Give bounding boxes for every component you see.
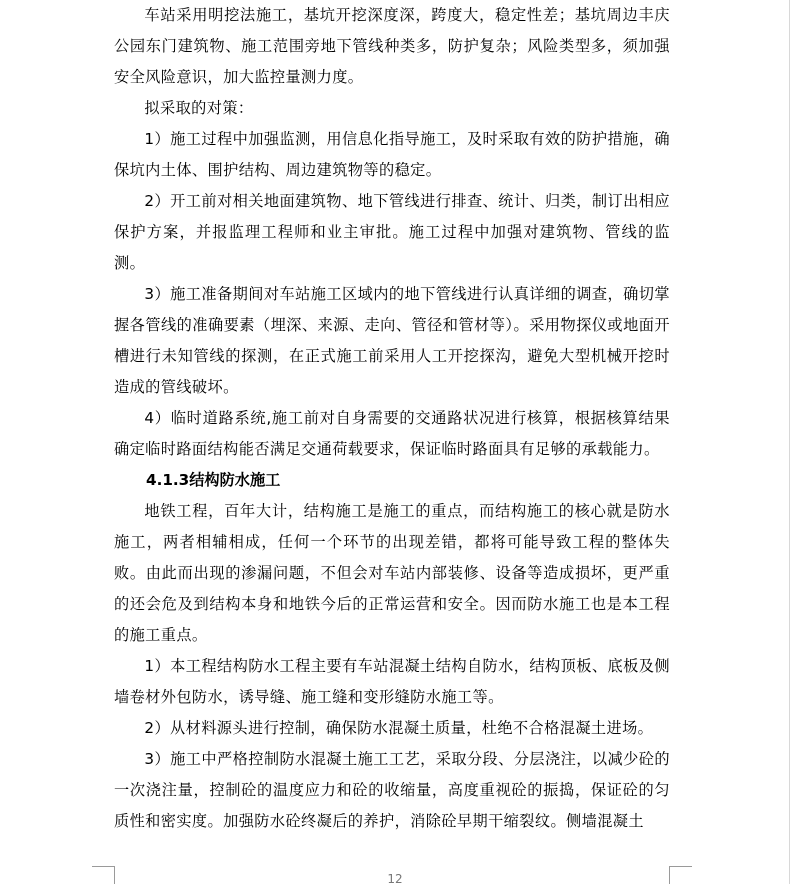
paragraph-countermeasure-4: 4）临时道路系统,施工前对自身需要的交通路状况进行核算，根据核算结果确定临时路面结构能否满足交通荷载要求，保证临时路面具有足够的承载能力。 — [114, 409, 670, 458]
crop-mark-right-horizontal — [670, 866, 692, 867]
paragraph-waterproof-3: 3）施工中严格控制防水混凝土施工工艺，采取分段、分层浇注，以减少砼的一次浇注量，控制砼的温度应力和砼的收缩量，高度重视砼的振捣，保证砼的匀质性和密实度。加强防水砼终凝后的养护，消除砼早期干缩裂纹。侧墙混凝土 — [114, 750, 670, 830]
paragraph-countermeasure-3: 3）施工准备期间对车站施工区域内的地下管线进行认真详细的调查，确切掌握各管线的准确要素（埋深、来源、走向、管径和管材等）。采用物探仪或地面开槽进行未知管线的探测，在正式施工前采用人工开挖探沟，避免大型机械开挖时造成的管线破坏。 — [114, 285, 670, 396]
paragraph-risk-description: 车站采用明挖法施工，基坑开挖深度深，跨度大，稳定性差；基坑周边丰庆公园东门建筑物、施工范围旁地下管线种类多，防护复杂；风险类型多，须加强安全风险意识，加大监控量测力度。 — [114, 6, 670, 86]
paragraph-waterproof-overview: 地铁工程，百年大计，结构施工是施工的重点，而结构施工的核心就是防水施工，两者相辅相成，任何一个环节的出现差错，都将可能导致工程的整体失败。由此而出现的渗漏问题，不但会对车站内部装修、设备等造成损坏，更严重的还会危及到结构本身和地铁今后的正常运营和安全。因而防水施工也是本工程的施工重点。 — [114, 502, 670, 644]
paragraph-countermeasure-1: 1）施工过程中加强监测，用信息化指导施工，及时采取有效的防护措施，确保坑内土体、围护结构、周边建筑物等的稳定。 — [114, 130, 670, 179]
crop-mark-left-horizontal — [92, 866, 114, 867]
paragraph-waterproof-1: 1）本工程结构防水工程主要有车站混凝土结构自防水，结构顶板、底板及侧墙卷材外包防水，诱导缝、施工缝和变形缝防水施工等。 — [114, 657, 670, 706]
paragraph-countermeasure-2: 2）开工前对相关地面建筑物、地下管线进行排查、统计、归类，制订出相应保护方案，并报监理工程师和业主审批。施工过程中加强对建筑物、管线的监测。 — [114, 192, 670, 272]
paragraph-countermeasures-intro: 拟采取的对策： — [144, 99, 254, 117]
page-content — [114, 0, 670, 837]
page-number: 12 — [387, 872, 403, 884]
paragraph-waterproof-2: 2）从材料源头进行控制，确保防水混凝土质量，杜绝不合格混凝土进场。 — [144, 719, 654, 737]
section-heading: 4.1.3结构防水施工 — [146, 471, 281, 489]
